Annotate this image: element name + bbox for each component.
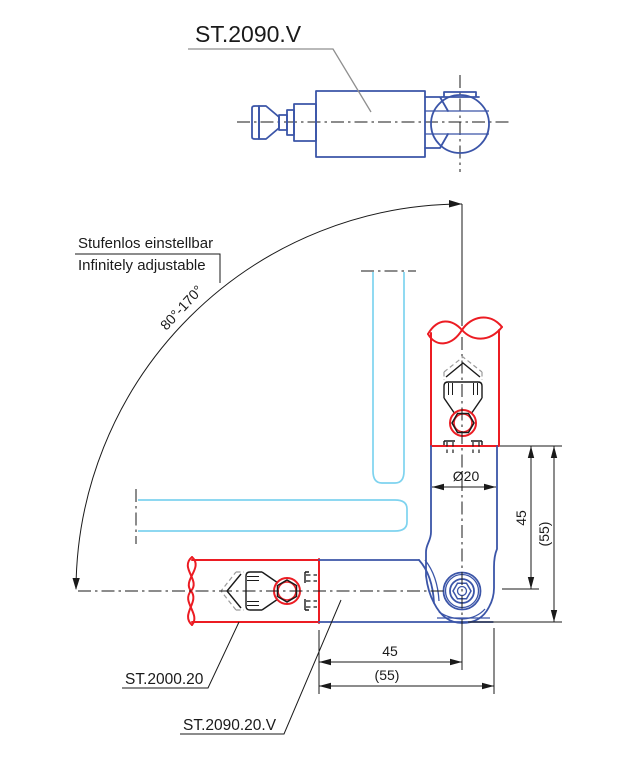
h45-arrow-left bbox=[319, 659, 331, 665]
tube-label: ST.2000.20 bbox=[125, 671, 204, 688]
dimensions-group bbox=[319, 446, 562, 694]
ghost-tube-vertical bbox=[373, 272, 404, 483]
v55-arrow-top bbox=[551, 446, 557, 458]
part-title-label: ST.2090.V bbox=[195, 21, 302, 47]
vertical-tube-walls bbox=[431, 330, 499, 446]
angle-range-label: 80°-170° bbox=[156, 282, 206, 334]
body-cylinder bbox=[316, 91, 425, 157]
vertical-tube-break-b bbox=[428, 317, 502, 343]
dia20-arrow-right bbox=[484, 484, 496, 490]
top-view-part-drawing bbox=[188, 21, 512, 172]
v55-text: (55) bbox=[536, 521, 552, 547]
connector-label-leader bbox=[180, 600, 341, 734]
bottom-extension-lines bbox=[319, 628, 494, 694]
note-german: Stufenlos einstellbar bbox=[78, 235, 214, 252]
note-english: Infinitely adjustable bbox=[78, 257, 206, 274]
arc-arrow-bottom bbox=[73, 578, 80, 590]
dia20-text: Ø20 bbox=[452, 468, 480, 484]
h45-text: 45 bbox=[382, 643, 398, 659]
ghost-tube-horizontal bbox=[138, 500, 407, 531]
dia20-arrow-left bbox=[432, 484, 444, 490]
h55-text: (55) bbox=[374, 667, 400, 683]
h55-arrow-left bbox=[319, 683, 331, 689]
arc-arrow-top bbox=[449, 200, 462, 208]
vertical-tube-break-a bbox=[428, 321, 502, 338]
h45-arrow-right bbox=[450, 659, 462, 665]
h55-arrow-right bbox=[482, 683, 494, 689]
v45-arrow-top bbox=[528, 446, 534, 458]
v45-arrow-bottom bbox=[528, 577, 534, 589]
clamp-insert-vertical bbox=[444, 357, 482, 453]
part-title-leader bbox=[188, 49, 371, 112]
part-labels-group bbox=[122, 600, 341, 734]
connector-label: ST.2090.20.V bbox=[183, 717, 277, 734]
v55-arrow-bottom bbox=[551, 610, 557, 622]
v45-text: 45 bbox=[513, 510, 529, 526]
